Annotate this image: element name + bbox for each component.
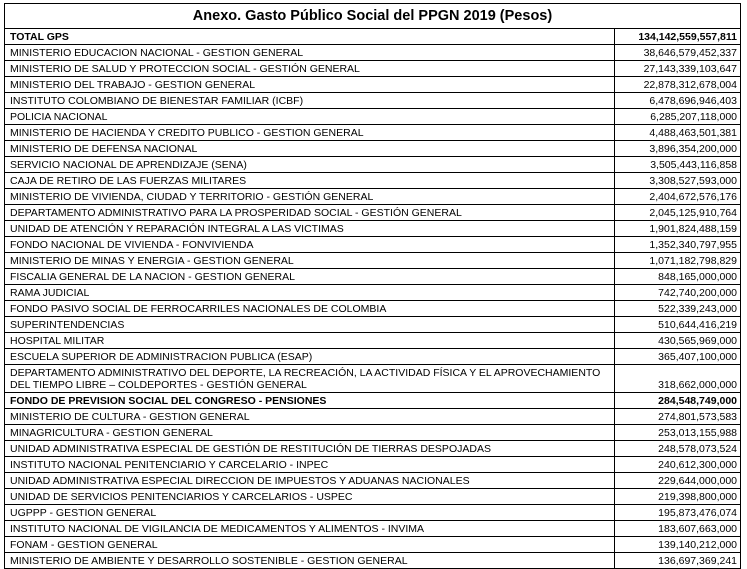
amount-cell: 134,142,559,557,811 — [615, 29, 741, 45]
table-row — [5, 269, 741, 285]
amount-cell: 219,398,800,000 — [615, 489, 741, 505]
table-row — [5, 537, 741, 553]
entity-name-cell: MINISTERIO EDUCACION NACIONAL - GESTION GENERAL — [5, 45, 615, 61]
entity-name-cell: MINISTERIO DE CULTURA - GESTION GENERAL — [5, 409, 615, 425]
entity-name-cell: HOSPITAL MILITAR — [5, 333, 615, 349]
entity-name-cell: SERVICIO NACIONAL DE APRENDIZAJE (SENA) — [5, 157, 615, 173]
entity-name-cell: DEPARTAMENTO ADMINISTRATIVO PARA LA PROSPERIDAD SOCIAL - GESTIÓN GENERAL — [5, 205, 615, 221]
entity-name-cell: FONDO NACIONAL DE VIVIENDA - FONVIVIENDA — [5, 237, 615, 253]
entity-name-cell: UNIDAD ADMINISTRATIVA ESPECIAL DE GESTIÓN DE RESTITUCIÓN DE TIERRAS DESPOJADAS — [5, 441, 615, 457]
gps-table — [4, 28, 741, 569]
entity-name-cell: FISCALIA GENERAL DE LA NACION - GESTION GENERAL — [5, 269, 615, 285]
table-row — [5, 521, 741, 537]
entity-name-cell: DEPARTAMENTO ADMINISTRATIVO DEL DEPORTE, LA RECREACIÓN, LA ACTIVIDAD FÍSICA Y EL APROVECHAMIENTO DEL TIEMPO LIBRE – COLDEPORTES - GESTIÓN GENERAL — [5, 365, 615, 393]
table-row — [5, 29, 741, 45]
amount-cell: 1,071,182,798,829 — [615, 253, 741, 269]
table-row — [5, 349, 741, 365]
amount-cell: 139,140,212,000 — [615, 537, 741, 553]
amount-cell: 3,308,527,593,000 — [615, 173, 741, 189]
entity-name-cell: UNIDAD ADMINISTRATIVA ESPECIAL DIRECCION DE IMPUESTOS Y ADUANAS NACIONALES — [5, 473, 615, 489]
entity-name-cell: MINISTERIO DE SALUD Y PROTECCION SOCIAL - GESTIÓN GENERAL — [5, 61, 615, 77]
table-row — [5, 425, 741, 441]
amount-cell: 2,404,672,576,176 — [615, 189, 741, 205]
amount-cell: 3,896,354,200,000 — [615, 141, 741, 157]
entity-name-cell: INSTITUTO NACIONAL DE VIGILANCIA DE MEDICAMENTOS Y ALIMENTOS - INVIMA — [5, 521, 615, 537]
entity-name-cell: MINAGRICULTURA - GESTION GENERAL — [5, 425, 615, 441]
amount-cell: 1,352,340,797,955 — [615, 237, 741, 253]
entity-name-cell: UGPPP - GESTION GENERAL — [5, 505, 615, 521]
entity-name-cell: FONDO DE PREVISION SOCIAL DEL CONGRESO - PENSIONES — [5, 393, 615, 409]
amount-cell: 248,578,073,524 — [615, 441, 741, 457]
table-row — [5, 489, 741, 505]
entity-name-cell: SUPERINTENDENCIAS — [5, 317, 615, 333]
amount-cell: 136,697,369,241 — [615, 553, 741, 569]
amount-cell: 318,662,000,000 — [615, 365, 741, 393]
amount-cell: 195,873,476,074 — [615, 505, 741, 521]
table-row — [5, 189, 741, 205]
entity-name-cell: MINISTERIO DE HACIENDA Y CREDITO PUBLICO - GESTION GENERAL — [5, 125, 615, 141]
amount-cell: 2,045,125,910,764 — [615, 205, 741, 221]
amount-cell: 22,878,312,678,004 — [615, 77, 741, 93]
annex-table-sheet — [4, 3, 741, 569]
entity-name-cell: MINISTERIO DE DEFENSA NACIONAL — [5, 141, 615, 157]
amount-cell: 6,478,696,946,403 — [615, 93, 741, 109]
amount-cell: 274,801,573,583 — [615, 409, 741, 425]
entity-name-cell: UNIDAD DE SERVICIOS PENITENCIARIOS Y CARCELARIOS - USPEC — [5, 489, 615, 505]
amount-cell: 183,607,663,000 — [615, 521, 741, 537]
table-row — [5, 157, 741, 173]
table-row — [5, 393, 741, 409]
table-row — [5, 93, 741, 109]
table-row — [5, 173, 741, 189]
amount-cell: 510,644,416,219 — [615, 317, 741, 333]
entity-name-cell: INSTITUTO NACIONAL PENITENCIARIO Y CARCELARIO - INPEC — [5, 457, 615, 473]
entity-name-cell: FONAM - GESTION GENERAL — [5, 537, 615, 553]
table-body — [5, 29, 741, 569]
amount-cell: 284,548,749,000 — [615, 393, 741, 409]
table-row — [5, 553, 741, 569]
entity-name-cell: TOTAL GPS — [5, 29, 615, 45]
entity-name-cell: MINISTERIO DE AMBIENTE Y DESARROLLO SOSTENIBLE - GESTION GENERAL — [5, 553, 615, 569]
table-row — [5, 473, 741, 489]
table-row — [5, 365, 741, 393]
amount-cell: 4,488,463,501,381 — [615, 125, 741, 141]
entity-name-cell: POLICIA NACIONAL — [5, 109, 615, 125]
table-row — [5, 317, 741, 333]
table-row — [5, 125, 741, 141]
amount-cell: 848,165,000,000 — [615, 269, 741, 285]
table-row — [5, 285, 741, 301]
amount-cell: 240,612,300,000 — [615, 457, 741, 473]
amount-cell: 365,407,100,000 — [615, 349, 741, 365]
table-row — [5, 409, 741, 425]
amount-cell: 1,901,824,488,159 — [615, 221, 741, 237]
amount-cell: 3,505,443,116,858 — [615, 157, 741, 173]
table-row — [5, 61, 741, 77]
entity-name-cell: CAJA DE RETIRO DE LAS FUERZAS MILITARES — [5, 173, 615, 189]
table-row — [5, 505, 741, 521]
table-row — [5, 333, 741, 349]
table-row — [5, 109, 741, 125]
amount-cell: 742,740,200,000 — [615, 285, 741, 301]
table-row — [5, 45, 741, 61]
entity-name-cell: MINISTERIO DEL TRABAJO - GESTION GENERAL — [5, 77, 615, 93]
table-title: Anexo. Gasto Público Social del PPGN 2019 (Pesos) — [4, 3, 741, 28]
entity-name-cell: INSTITUTO COLOMBIANO DE BIENESTAR FAMILIAR (ICBF) — [5, 93, 615, 109]
entity-name-cell: FONDO PASIVO SOCIAL DE FERROCARRILES NACIONALES DE COLOMBIA — [5, 301, 615, 317]
amount-cell: 522,339,243,000 — [615, 301, 741, 317]
amount-cell: 38,646,579,452,337 — [615, 45, 741, 61]
table-row — [5, 141, 741, 157]
amount-cell: 27,143,339,103,647 — [615, 61, 741, 77]
table-row — [5, 77, 741, 93]
amount-cell: 430,565,969,000 — [615, 333, 741, 349]
entity-name-cell: MINISTERIO DE MINAS Y ENERGIA - GESTION GENERAL — [5, 253, 615, 269]
table-row — [5, 457, 741, 473]
entity-name-cell: UNIDAD DE ATENCIÓN Y REPARACIÓN INTEGRAL A LAS VICTIMAS — [5, 221, 615, 237]
table-row — [5, 221, 741, 237]
table-row — [5, 205, 741, 221]
entity-name-cell: ESCUELA SUPERIOR DE ADMINISTRACION PUBLICA (ESAP) — [5, 349, 615, 365]
amount-cell: 253,013,155,988 — [615, 425, 741, 441]
entity-name-cell: RAMA JUDICIAL — [5, 285, 615, 301]
amount-cell: 6,285,207,118,000 — [615, 109, 741, 125]
table-row — [5, 253, 741, 269]
amount-cell: 229,644,000,000 — [615, 473, 741, 489]
table-row — [5, 237, 741, 253]
table-row — [5, 301, 741, 317]
table-row — [5, 441, 741, 457]
entity-name-cell: MINISTERIO DE VIVIENDA, CIUDAD Y TERRITORIO - GESTIÓN GENERAL — [5, 189, 615, 205]
